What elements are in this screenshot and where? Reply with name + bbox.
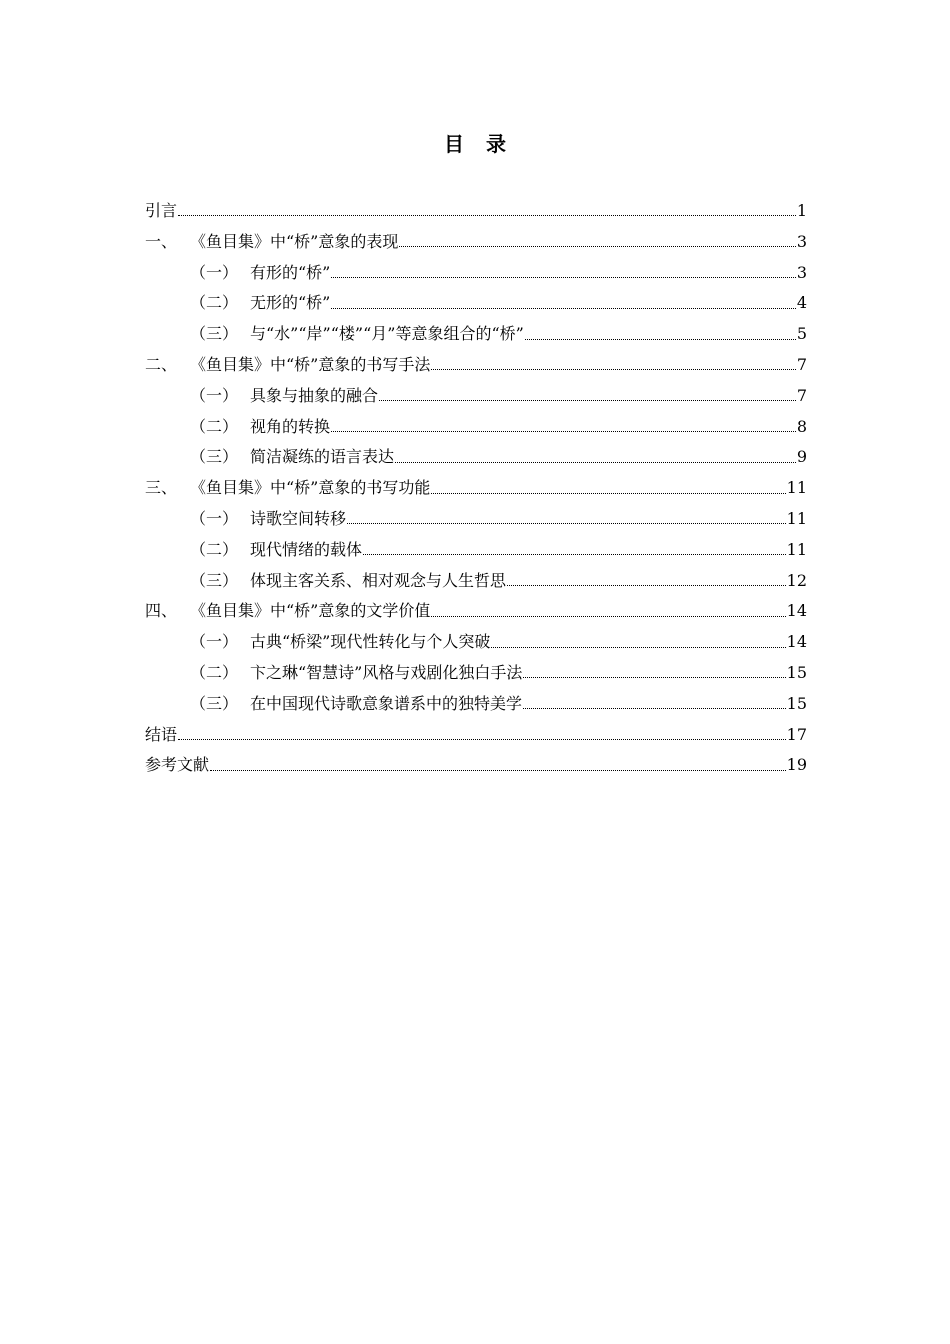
toc-entry-number: （三） <box>190 324 239 344</box>
toc-entry-number: （一） <box>190 508 239 528</box>
toc-entry <box>145 319 807 350</box>
toc-entry-label: 诗歌空间转移 <box>250 508 347 528</box>
toc-entry-number: 四、 <box>145 601 178 621</box>
toc-entry <box>145 473 807 504</box>
toc-entry-page-number: 19 <box>786 755 807 775</box>
toc-entry-page-number: 15 <box>786 662 807 682</box>
toc-title: 目录 <box>444 132 528 156</box>
toc-entry-number: （一） <box>190 632 239 652</box>
toc-entry-label: 卞之琳“智慧诗”风格与戏剧化独白手法 <box>250 662 523 682</box>
toc-entry-number: 一、 <box>145 231 178 251</box>
toc-entry-number: （二） <box>190 662 239 682</box>
toc-dot-leader <box>525 328 796 342</box>
toc-entry-page-number: 9 <box>796 447 807 467</box>
toc-dot-leader <box>178 728 786 742</box>
toc-list <box>145 196 807 781</box>
toc-dot-leader <box>178 204 796 218</box>
toc-entry <box>145 350 807 381</box>
toc-entry-page-number: 7 <box>796 354 807 374</box>
toc-dot-leader <box>491 636 785 650</box>
toc-dot-leader <box>523 666 785 680</box>
toc-entry-label: 《鱼目集》中“桥”意象的书写手法 <box>190 354 431 374</box>
toc-dot-leader <box>331 420 796 434</box>
toc-entry-label: 具象与抽象的融合 <box>250 385 379 405</box>
toc-entry-label: 视角的转换 <box>250 416 331 436</box>
toc-entry-label: 参考文献 <box>145 755 210 775</box>
toc-dot-leader <box>347 512 786 526</box>
toc-entry-page-number: 11 <box>786 539 807 559</box>
toc-entry-number: （三） <box>190 447 239 467</box>
toc-entry-page-number: 11 <box>786 478 807 498</box>
toc-entry <box>145 689 807 720</box>
toc-entry-page-number: 11 <box>786 508 807 528</box>
toc-entry-number: （二） <box>190 293 239 313</box>
toc-entry-label: 在中国现代诗歌意象谱系中的独特美学 <box>250 693 523 713</box>
toc-entry-label: 引言 <box>145 201 178 220</box>
toc-entry-page-number: 3 <box>796 231 807 251</box>
toc-dot-leader <box>431 482 785 496</box>
toc-entry <box>145 196 807 227</box>
toc-dot-leader <box>210 759 786 773</box>
toc-entry <box>145 566 807 597</box>
toc-dot-leader <box>507 574 786 588</box>
toc-dot-leader <box>395 451 796 465</box>
toc-entry-label: 《鱼目集》中“桥”意象的文学价值 <box>190 601 431 621</box>
toc-dot-leader <box>431 358 795 372</box>
toc-entry <box>145 535 807 566</box>
toc-entry-label: 与“水”“岸”“楼”“月”等意象组合的“桥” <box>250 324 524 344</box>
toc-dot-leader <box>523 697 786 711</box>
toc-entry <box>145 750 807 781</box>
toc-dot-leader <box>331 266 795 280</box>
toc-entry-page-number: 17 <box>786 724 807 744</box>
toc-entry-label: 古典“桥梁”现代性转化与个人突破 <box>250 632 491 652</box>
toc-entry-number: （三） <box>190 693 239 713</box>
toc-dot-leader <box>431 605 785 619</box>
toc-entry-number: （一） <box>190 262 239 282</box>
toc-dot-leader <box>363 543 786 557</box>
toc-entry <box>145 258 807 289</box>
toc-entry <box>145 442 807 473</box>
toc-entry-label: 《鱼目集》中“桥”意象的书写功能 <box>190 478 431 498</box>
toc-entry-number: （二） <box>190 416 239 436</box>
toc-entry-number: （二） <box>190 539 239 559</box>
toc-entry-page-number: 1 <box>796 201 807 220</box>
toc-entry-page-number: 4 <box>796 293 807 313</box>
toc-entry <box>145 720 807 751</box>
toc-entry <box>145 412 807 443</box>
toc-entry <box>145 504 807 535</box>
toc-entry-number: （三） <box>190 570 239 590</box>
toc-entry-page-number: 14 <box>786 601 807 621</box>
toc-entry-page-number: 8 <box>796 416 807 436</box>
toc-entry-label: 无形的“桥” <box>250 293 331 313</box>
toc-dot-leader <box>379 389 796 403</box>
toc-entry-number: 三、 <box>145 478 178 498</box>
toc-entry-label: 现代情绪的载体 <box>250 539 363 559</box>
toc-entry-page-number: 5 <box>796 324 807 344</box>
toc-entry <box>145 288 807 319</box>
toc-entry-label: 《鱼目集》中“桥”意象的表现 <box>190 231 399 251</box>
toc-dot-leader <box>331 297 795 311</box>
toc-entry-number: （一） <box>190 385 239 405</box>
toc-entry <box>145 381 807 412</box>
toc-entry-page-number: 12 <box>786 570 807 590</box>
toc-entry-page-number: 14 <box>786 632 807 652</box>
toc-entry <box>145 227 807 258</box>
toc-entry-page-number: 7 <box>796 385 807 405</box>
toc-entry-label: 有形的“桥” <box>250 262 331 282</box>
toc-entry <box>145 658 807 689</box>
toc-entry-label: 简洁凝练的语言表达 <box>250 447 395 467</box>
toc-entry-number: 二、 <box>145 354 178 374</box>
toc-entry-label: 体现主客关系、相对观念与人生哲思 <box>250 570 507 590</box>
toc-entry-page-number: 15 <box>786 693 807 713</box>
toc-entry-label: 结语 <box>145 724 178 744</box>
toc-dot-leader <box>399 235 795 249</box>
toc-entry <box>145 596 807 627</box>
toc-entry-page-number: 3 <box>796 262 807 282</box>
toc-entry <box>145 627 807 658</box>
